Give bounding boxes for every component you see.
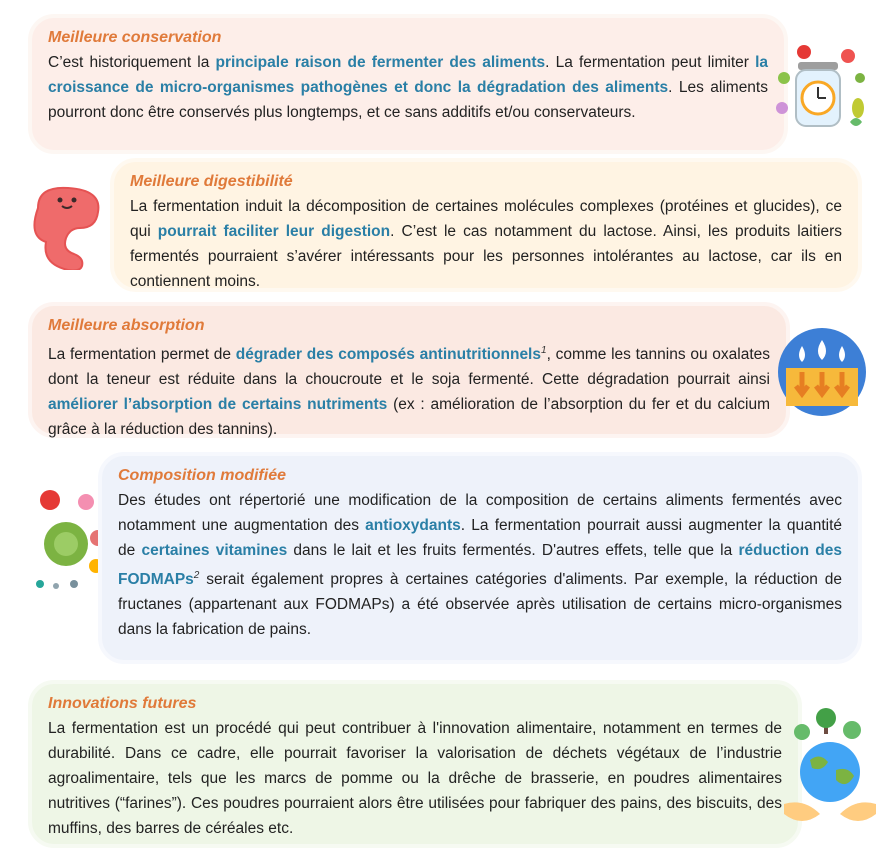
intestine-icon: [20, 178, 110, 270]
food-jar-clock-icon: [770, 38, 870, 138]
text-run: , comme les tannins ou oxalates dont la teneur est réduite dans la choucroute et le soja fermenté. Cette dégradation pourrait ainsi: [48, 346, 771, 389]
text-run: La fermentation est un procédé qui peut contribuer à l'innovation alimentaire, notamment en termes de durabilité. Dans ce cadre, elle pourrait favoriser la valorisation de déchets végétaux de l’industrie agroalimentaire, tels que les marcs de pomme ou la drêche de brasserie, en poudres alimentaires nutritives (“farines”). Ces poudres pourraient alors être utilisées pour fabriquer des pains, des biscuits, des muffins, des barres de céréales etc.: [48, 720, 782, 837]
text-run: serait également propres à certaines catégories d'aliments. Par exemple, la réduction de fructanes (appartenant aux FODMAPs) a été observée après utilisation de certains micro-organismes dans la fabrication de pains.: [118, 571, 842, 639]
text-run: . C’est le cas notamment du lactose. Ainsi, les produits laitiers fermentés pourraient s’avérer intéressants pour les personnes intolérantes au lactose, car ils en contiennent moins.: [130, 223, 842, 290]
section-title: Meilleure digestibilité: [130, 173, 293, 190]
section-text: [118, 488, 842, 642]
section-title: Composition modifiée: [118, 467, 286, 484]
section-composition: [98, 452, 862, 664]
section-title: Meilleure absorption: [48, 317, 205, 334]
text-run: La fermentation induit la décomposition de certaines molécules complexes (protéines et glucides), ce qui: [130, 198, 842, 240]
text-run: La fermentation permet de: [48, 346, 236, 364]
text-run: dans le lait et les fruits fermentés. D'autres effets, telle que la: [287, 542, 739, 559]
section-title: Meilleure conservation: [48, 29, 222, 46]
footnote-ref: 2: [193, 570, 200, 581]
highlighted-text: antioxydants: [365, 517, 461, 534]
highlighted-text: pourrait faciliter leur digestion: [157, 223, 391, 240]
section-text: [48, 716, 782, 841]
text-run: . La fermentation peut limiter: [545, 54, 756, 71]
text-run: . Les aliments pourront donc être conservés plus longtemps, et ce sans additifs et/ou conservateurs.: [48, 79, 768, 121]
text-run: . La fermentation pourrait aussi augmenter la quantité de: [118, 517, 842, 559]
text-run: (ex : amélioration de l’absorption du fer et du calcium grâce à la réduction des tannins).: [48, 396, 770, 439]
highlighted-text: la croissance de micro-organismes pathogènes et donc la dégradation des aliments: [48, 54, 768, 96]
highlighted-text: certaines vitamines: [141, 542, 288, 559]
section-innovations: [28, 680, 802, 848]
section-digestibilite: [110, 158, 862, 292]
section-text: [130, 194, 842, 294]
text-run: Des études ont répertorié une modification de la composition de certains aliments fermentés avec notamment une augmentation des: [118, 492, 842, 534]
section-text: [48, 338, 770, 442]
highlighted-text: améliorer l’absorption de certains nutriments: [48, 396, 388, 414]
section-absorption: [28, 302, 790, 438]
highlighted-text: principale raison de fermenter des aliments: [215, 54, 546, 71]
footnote-ref: 1: [541, 345, 547, 356]
text-run: C’est historiquement la: [48, 54, 216, 71]
section-conservation: [28, 14, 788, 154]
highlighted-text: réduction des FODMAPs: [118, 542, 842, 589]
earth-hands-trees-icon: [780, 708, 880, 832]
section-text: [48, 50, 768, 125]
section-title: Innovations futures: [48, 695, 197, 712]
highlighted-text: dégrader des composés antinutritionnels: [235, 346, 541, 364]
absorption-drops-icon: [776, 326, 868, 418]
